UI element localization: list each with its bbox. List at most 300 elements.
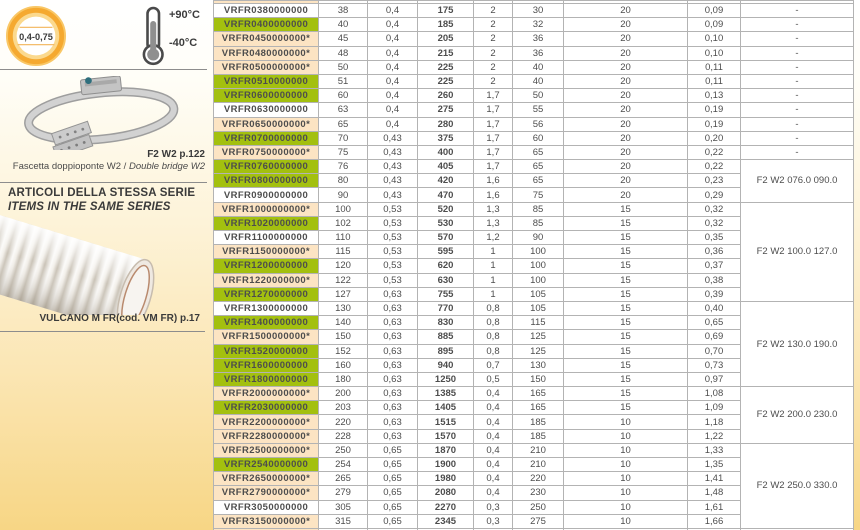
clamp-ref-cell: F2 W2 130.0 190.0 [741, 301, 854, 386]
value-cell: 150 [319, 330, 368, 344]
value-cell: 0,8 [474, 301, 513, 315]
table-row [214, 74, 854, 88]
value-cell: 40 [513, 60, 564, 74]
value-cell: 830 [418, 316, 474, 330]
value-cell: 185 [418, 18, 474, 32]
value-cell: 0,53 [368, 231, 418, 245]
value-cell: 50 [319, 60, 368, 74]
value-cell: 1,3 [474, 202, 513, 216]
table-row [214, 103, 854, 117]
value-cell: 275 [418, 103, 474, 117]
value-cell: 205 [418, 32, 474, 46]
value-cell: 0,38 [688, 273, 741, 287]
value-cell: 0,63 [368, 372, 418, 386]
value-cell: 250 [513, 500, 564, 514]
value-cell: 10 [564, 486, 688, 500]
value-cell: 0,63 [368, 330, 418, 344]
value-cell: 15 [564, 330, 688, 344]
product-code-cell: VRFR0600000000 [214, 89, 319, 103]
value-cell: 45 [319, 32, 368, 46]
value-cell: 122 [319, 273, 368, 287]
value-cell: 160 [319, 358, 368, 372]
clamp-ref-cell: - [741, 103, 854, 117]
value-cell: 1,48 [688, 486, 741, 500]
value-cell: 0,11 [688, 60, 741, 74]
value-cell: 1570 [418, 429, 474, 443]
product-code-cell: VRFR1520000000 [214, 344, 319, 358]
value-cell: 76 [319, 160, 368, 174]
value-cell: 1385 [418, 387, 474, 401]
value-cell: 0,65 [368, 500, 418, 514]
value-cell: 220 [513, 472, 564, 486]
temperature-min: -40°C [169, 37, 198, 49]
value-cell: 20 [564, 131, 688, 145]
clamp-ref-cell: - [741, 32, 854, 46]
value-cell: 0,36 [688, 245, 741, 259]
value-cell: 70 [319, 131, 368, 145]
value-cell: 0,3 [474, 500, 513, 514]
product-code-cell: VRFR3150000000* [214, 514, 319, 528]
value-cell: 1405 [418, 401, 474, 415]
value-cell: 2 [474, 46, 513, 60]
value-cell: 15 [564, 344, 688, 358]
product-code-cell: VRFR1300000000 [214, 301, 319, 315]
value-cell: 15 [564, 358, 688, 372]
value-cell: 15 [564, 216, 688, 230]
value-cell: 305 [319, 500, 368, 514]
value-cell: 10 [564, 472, 688, 486]
product-code-cell: VRFR1150000000* [214, 245, 319, 259]
value-cell: 51 [319, 74, 368, 88]
value-cell: 165 [513, 401, 564, 415]
value-cell: 1,18 [688, 415, 741, 429]
value-cell: 260 [418, 89, 474, 103]
value-cell: 0,70 [688, 344, 741, 358]
value-cell: 1,7 [474, 131, 513, 145]
value-cell: 770 [418, 301, 474, 315]
value-cell: 210 [513, 443, 564, 457]
product-code-cell: VRFR0650000000* [214, 117, 319, 131]
value-cell: 20 [564, 60, 688, 74]
value-cell: 38 [319, 4, 368, 18]
value-cell: 0,8 [474, 344, 513, 358]
value-cell: 0,43 [368, 188, 418, 202]
clamp-ref-cell: - [741, 74, 854, 88]
value-cell: 0,23 [688, 174, 741, 188]
value-cell: 1,7 [474, 117, 513, 131]
value-cell: 0,53 [368, 273, 418, 287]
value-cell: 1250 [418, 372, 474, 386]
value-cell: 2 [474, 4, 513, 18]
product-code-cell: VRFR2030000000 [214, 401, 319, 415]
value-cell: 1 [474, 273, 513, 287]
value-cell: 65 [513, 174, 564, 188]
value-cell: 10 [564, 415, 688, 429]
value-cell: 15 [564, 387, 688, 401]
value-cell: 0,63 [368, 287, 418, 301]
value-cell: 0,4 [368, 74, 418, 88]
value-cell: 130 [319, 301, 368, 315]
product-code-cell: VRFR0510000000 [214, 74, 319, 88]
value-cell: 0,5 [474, 372, 513, 386]
value-cell: 100 [513, 259, 564, 273]
value-cell: 755 [418, 287, 474, 301]
table-row [214, 18, 854, 32]
value-cell: 0,7 [474, 358, 513, 372]
product-code-cell: VRFR0750000000* [214, 145, 319, 159]
value-cell: 60 [513, 131, 564, 145]
value-cell: 0,4 [474, 472, 513, 486]
value-cell: 30 [513, 4, 564, 18]
value-cell: 0,65 [688, 316, 741, 330]
value-cell: 15 [564, 316, 688, 330]
value-cell: 2 [474, 74, 513, 88]
value-cell: 1,6 [474, 174, 513, 188]
value-cell: 36 [513, 46, 564, 60]
value-cell: 65 [513, 160, 564, 174]
product-code-cell: VRFR2200000000* [214, 415, 319, 429]
value-cell: 0,39 [688, 287, 741, 301]
value-cell: 0,4 [368, 117, 418, 131]
product-code-cell: VRFR0400000000 [214, 18, 319, 32]
value-cell: 0,63 [368, 316, 418, 330]
value-cell: 1,09 [688, 401, 741, 415]
value-cell: 0,40 [688, 301, 741, 315]
product-code-cell: VRFR2000000000* [214, 387, 319, 401]
value-cell: 175 [418, 4, 474, 18]
value-cell: 0,4 [474, 443, 513, 457]
value-cell: 230 [513, 486, 564, 500]
value-cell: 1,2 [474, 231, 513, 245]
product-code-cell: VRFR2280000000* [214, 429, 319, 443]
value-cell: 0,8 [474, 330, 513, 344]
table-row [214, 387, 854, 401]
product-code-cell: VRFR0500000000* [214, 60, 319, 74]
value-cell: 85 [513, 202, 564, 216]
value-cell: 1,7 [474, 145, 513, 159]
value-cell: 595 [418, 245, 474, 259]
clamp-ref-cell: - [741, 18, 854, 32]
value-cell: 0,4 [368, 18, 418, 32]
product-code-cell: VRFR2500000000* [214, 443, 319, 457]
value-cell: 0,4 [368, 89, 418, 103]
value-cell: 375 [418, 131, 474, 145]
clamp-ref-cell: - [741, 4, 854, 18]
clamp-ref-cell: - [741, 89, 854, 103]
value-cell: 75 [513, 188, 564, 202]
value-cell: 100 [319, 202, 368, 216]
value-cell: 265 [319, 472, 368, 486]
value-cell: 2345 [418, 514, 474, 528]
clamp-ref-cell: F2 W2 076.0 090.0 [741, 160, 854, 203]
value-cell: 15 [564, 372, 688, 386]
value-cell: 120 [319, 259, 368, 273]
value-cell: 0,20 [688, 131, 741, 145]
value-cell: 895 [418, 344, 474, 358]
value-cell: 279 [319, 486, 368, 500]
value-cell: 0,8 [474, 316, 513, 330]
product-code-cell: VRFR1100000000 [214, 231, 319, 245]
value-cell: 20 [564, 74, 688, 88]
value-cell: 0,3 [474, 514, 513, 528]
sidebar [0, 0, 213, 530]
value-cell: 0,63 [368, 301, 418, 315]
product-code-cell: VRFR1500000000* [214, 330, 319, 344]
value-cell: 0,4 [474, 486, 513, 500]
thermometer-icon [141, 6, 166, 66]
product-code-cell: VRFR1800000000 [214, 372, 319, 386]
table-row [214, 117, 854, 131]
product-code-cell: VRFR0630000000 [214, 103, 319, 117]
product-code-cell: VRFR1270000000 [214, 287, 319, 301]
value-cell: 0,53 [368, 245, 418, 259]
value-cell: 140 [319, 316, 368, 330]
series-title-it: ARTICOLI DELLA STESSA SERIE [8, 187, 196, 199]
value-cell: 10 [564, 429, 688, 443]
value-cell: 20 [564, 117, 688, 131]
value-cell: 2270 [418, 500, 474, 514]
value-cell: 210 [513, 458, 564, 472]
value-cell: 20 [564, 145, 688, 159]
value-cell: 15 [564, 202, 688, 216]
value-cell: 0,19 [688, 103, 741, 117]
product-code-cell: VRFR0900000000 [214, 188, 319, 202]
value-cell: 250 [319, 443, 368, 457]
value-cell: 165 [513, 387, 564, 401]
value-cell: 20 [564, 32, 688, 46]
value-cell: 0,63 [368, 387, 418, 401]
clamp-ref-cell: - [741, 117, 854, 131]
value-cell: 90 [513, 231, 564, 245]
table-row [214, 145, 854, 159]
product-code-cell: VRFR0760000000 [214, 160, 319, 174]
value-cell: 470 [418, 188, 474, 202]
value-cell: 0,22 [688, 160, 741, 174]
value-cell: 1 [474, 259, 513, 273]
value-cell: 0,37 [688, 259, 741, 273]
value-cell: 1,7 [474, 89, 513, 103]
value-cell: 100 [513, 273, 564, 287]
related-item-ref: VULCANO M FR(cod. VM FR) p.17 [39, 313, 200, 324]
value-cell: 420 [418, 174, 474, 188]
value-cell: 620 [418, 259, 474, 273]
value-cell: 2 [474, 60, 513, 74]
product-table [213, 0, 854, 530]
value-cell: 65 [319, 117, 368, 131]
product-code-cell: VRFR0480000000* [214, 46, 319, 60]
product-code-cell: VRFR0700000000 [214, 131, 319, 145]
table-row [214, 60, 854, 74]
value-cell: 0,32 [688, 202, 741, 216]
value-cell: 125 [513, 330, 564, 344]
clamp-ref-cell: - [741, 46, 854, 60]
value-cell: 0,22 [688, 145, 741, 159]
value-cell: 20 [564, 89, 688, 103]
product-code-cell: VRFR1200000000 [214, 259, 319, 273]
value-cell: 280 [418, 117, 474, 131]
value-cell: 20 [564, 160, 688, 174]
value-cell: 0,11 [688, 74, 741, 88]
product-code-cell: VRFR3050000000 [214, 500, 319, 514]
value-cell: 65 [513, 145, 564, 159]
value-cell: 1,33 [688, 443, 741, 457]
value-cell: 220 [319, 415, 368, 429]
value-cell: 0,63 [368, 401, 418, 415]
value-cell: 0,35 [688, 231, 741, 245]
value-cell: 1,3 [474, 216, 513, 230]
value-cell: 20 [564, 103, 688, 117]
value-cell: 56 [513, 117, 564, 131]
value-cell: 0,43 [368, 145, 418, 159]
value-cell: 0,4 [474, 401, 513, 415]
clamp-ref-cell: - [741, 60, 854, 74]
value-cell: 115 [319, 245, 368, 259]
value-cell: 215 [418, 46, 474, 60]
value-cell: 2080 [418, 486, 474, 500]
value-cell: 0,73 [688, 358, 741, 372]
product-code-cell: VRFR1600000000 [214, 358, 319, 372]
product-code-cell: VRFR1000000000* [214, 202, 319, 216]
value-cell: 10 [564, 500, 688, 514]
value-cell: 228 [319, 429, 368, 443]
value-cell: 1 [474, 245, 513, 259]
value-cell: 0,43 [368, 131, 418, 145]
value-cell: 1,6 [474, 188, 513, 202]
product-code-cell: VRFR2540000000 [214, 458, 319, 472]
table-row [214, 160, 854, 174]
table-row [214, 89, 854, 103]
value-cell: 0,65 [368, 458, 418, 472]
value-cell: 405 [418, 160, 474, 174]
value-cell: 203 [319, 401, 368, 415]
value-cell: 940 [418, 358, 474, 372]
value-cell: 200 [319, 387, 368, 401]
value-cell: 0,29 [688, 188, 741, 202]
value-cell: 2 [474, 18, 513, 32]
value-cell: 15 [564, 259, 688, 273]
clamp-caption-it: Fascetta doppioponte W2 / [12, 161, 129, 172]
value-cell: 1 [474, 287, 513, 301]
product-code-cell: VRFR1400000000 [214, 316, 319, 330]
value-cell: 0,4 [474, 429, 513, 443]
value-cell: 105 [513, 287, 564, 301]
value-cell: 0,4 [368, 4, 418, 18]
value-cell: 254 [319, 458, 368, 472]
value-cell: 0,4 [474, 458, 513, 472]
product-code-cell: VRFR0380000000 [214, 4, 319, 18]
divider [0, 69, 207, 70]
value-cell: 10 [564, 458, 688, 472]
value-cell: 400 [418, 145, 474, 159]
value-cell: 15 [564, 401, 688, 415]
product-code-cell: VRFR1020000000 [214, 216, 319, 230]
value-cell: 0,4 [474, 387, 513, 401]
divider [0, 331, 205, 332]
value-cell: 152 [319, 344, 368, 358]
product-code-cell: VRFR2790000000* [214, 486, 319, 500]
value-cell: 0,4 [368, 32, 418, 46]
value-cell: 20 [564, 188, 688, 202]
value-cell: 10 [564, 514, 688, 528]
value-cell: 0,63 [368, 358, 418, 372]
value-cell: 0,53 [368, 216, 418, 230]
value-cell: 1,7 [474, 103, 513, 117]
clamp-ref-cell: F2 W2 200.0 230.0 [741, 387, 854, 444]
value-cell: 0,43 [368, 160, 418, 174]
value-cell: 1515 [418, 415, 474, 429]
clamp-image [12, 76, 190, 150]
value-cell: 530 [418, 216, 474, 230]
value-cell: 0,19 [688, 117, 741, 131]
value-cell: 50 [513, 89, 564, 103]
value-cell: 48 [319, 46, 368, 60]
value-cell: 0,09 [688, 4, 741, 18]
clamp-page-ref: F2 W2 p.122 [147, 149, 205, 160]
value-cell: 0,10 [688, 46, 741, 60]
value-cell: 20 [564, 174, 688, 188]
value-cell: 1,7 [474, 160, 513, 174]
value-cell: 15 [564, 301, 688, 315]
value-cell: 185 [513, 429, 564, 443]
value-cell: 520 [418, 202, 474, 216]
value-cell: 150 [513, 372, 564, 386]
value-cell: 1,61 [688, 500, 741, 514]
value-cell: 0,10 [688, 32, 741, 46]
value-cell: 0,63 [368, 429, 418, 443]
value-cell: 40 [319, 18, 368, 32]
value-cell: 20 [564, 46, 688, 60]
value-cell: 15 [564, 273, 688, 287]
product-code-cell: VRFR0450000000* [214, 32, 319, 46]
value-cell: 0,09 [688, 18, 741, 32]
value-cell: 90 [319, 188, 368, 202]
series-title-en: ITEMS IN THE SAME SERIES [8, 201, 171, 213]
size-range-text: 0,4-0,75 [19, 31, 53, 42]
value-cell: 127 [319, 287, 368, 301]
value-cell: 1,22 [688, 429, 741, 443]
value-cell: 125 [513, 344, 564, 358]
value-cell: 75 [319, 145, 368, 159]
table-row [214, 4, 854, 18]
clamp-caption [0, 161, 205, 172]
value-cell: 0,97 [688, 372, 741, 386]
product-code-cell: VRFR2650000000* [214, 472, 319, 486]
temperature-max: +90°C [169, 9, 201, 21]
divider [0, 182, 207, 183]
table-row [214, 32, 854, 46]
value-cell: 1870 [418, 443, 474, 457]
value-cell: 275 [513, 514, 564, 528]
value-cell: 115 [513, 316, 564, 330]
value-cell: 0,65 [368, 486, 418, 500]
value-cell: 0,4 [474, 415, 513, 429]
value-cell: 0,63 [368, 344, 418, 358]
value-cell: 36 [513, 32, 564, 46]
value-cell: 885 [418, 330, 474, 344]
value-cell: 0,65 [368, 472, 418, 486]
value-cell: 225 [418, 60, 474, 74]
value-cell: 0,69 [688, 330, 741, 344]
product-code-cell: VRFR0800000000 [214, 174, 319, 188]
clamp-ref-cell: F2 W2 250.0 330.0 [741, 443, 854, 528]
value-cell: 110 [319, 231, 368, 245]
value-cell: 20 [564, 4, 688, 18]
size-range-badge-icon [5, 5, 67, 67]
value-cell: 185 [513, 415, 564, 429]
value-cell: 10 [564, 443, 688, 457]
value-cell: 0,4 [368, 46, 418, 60]
clamp-ref-cell: - [741, 131, 854, 145]
